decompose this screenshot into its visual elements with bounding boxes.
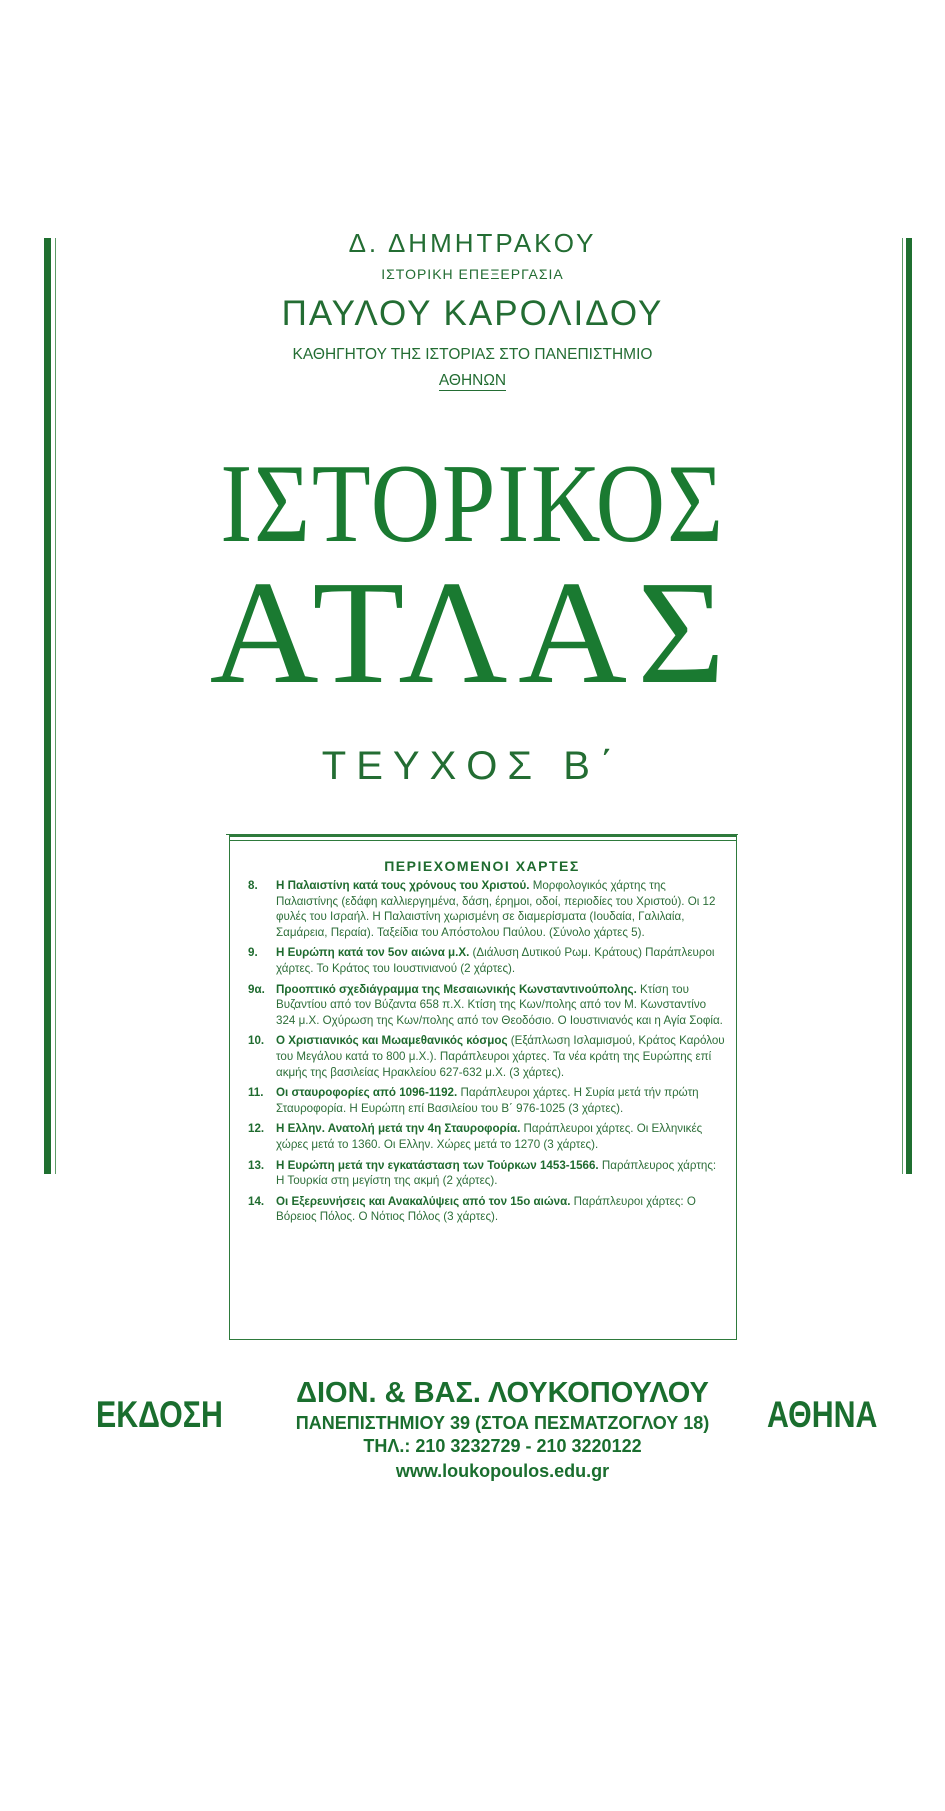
contents-entry (248, 982, 726, 1029)
contents-entry (248, 878, 726, 940)
publisher-name: ΔΙΟΝ. & ΒΑΣ. ΛΟΥΚΟΠΟΥΛΟΥ (296, 1377, 709, 1409)
author-name: Δ. ΔΗΜΗΤΡΑΚΟΥ (348, 228, 597, 258)
entry-heading: Προοπτικό σχεδιάγραμμα της Μεσαιωνικής Κωνσταντινούπολης. (276, 982, 637, 996)
entry-description: Παράπλευροι χάρτες. Η Συρία μετά τήν πρώτη Σταυροφορία. Η Ευρώπη επί Βασιλείου του Β΄ 976-1025 (3 χάρτες). (276, 1086, 699, 1115)
entry-heading: Η Παλαιστίνη κατά τους χρόνους του Χριστού. (276, 879, 530, 892)
entry-description: (Διάλυση Δυτικού Ρωμ. Κράτους) Παράπλευροι χάρτες. Το Κράτος του Ιουστινιανού (2 χάρτες). (276, 946, 715, 975)
entry-heading: Η Ευρώπη μετά την εγκατάσταση των Τούρκων 1453-1566. (276, 1158, 599, 1172)
entry-number: 11. (248, 1086, 264, 1100)
entry-number: 9. (248, 946, 258, 960)
entry-description: Μορφολογικός χάρτης της Παλαιστίνης (εδάφη καλλιεργημένα, δάση, έρημοι, οδοί, περιοδίες του Χριστού). Οι 12 φυλές του Ισραήλ. Η Παλαιστίνη χωρισμένη σε διαμερίσματα (Ιουδαία, Γαλιλαία, Σαμάρεια, Περαία). Ταξείδια του Απόστολου Παύλου. (Σύνολο χάρτες 5). (276, 879, 716, 939)
title-line-2: ΑΤΛΑΣ (209, 551, 736, 715)
contents-entry (248, 1158, 726, 1189)
entry-number: 10. (248, 1034, 265, 1048)
entry-description: Παράπλευρος χάρτης: Η Τουρκία στη μεγίστη της ακμή (2 χάρτες). (276, 1158, 717, 1188)
publisher-phone: ΤΗΛ.: 210 3232729 - 210 3220122 (363, 1436, 642, 1456)
contents-entry (248, 1194, 726, 1225)
edit-label: ΙΣΤΟΡΙΚΗ ΕΠΕΞΕΡΓΑΣΙΑ (381, 266, 564, 282)
contents-entry (248, 945, 726, 976)
publisher-website: www.loukopoulos.edu.gr (395, 1461, 610, 1481)
entry-heading: Η Ελλην. Ανατολή μετά την 4η Σταυροφορία. (276, 1122, 521, 1136)
publisher-city: ΑΘΗΝΑ (767, 1394, 878, 1435)
contents-entry (248, 1085, 726, 1116)
entry-number: 12. (248, 1122, 265, 1136)
volume-label: ΤΕΥΧΟΣ Β΄ (321, 744, 624, 788)
entry-description: Κτίση του Βυζαντίου από τον Βύζαντα 658 π.Χ. Κτίση της Κων/πολης από τον Μ. Κωνσταντίνο 324 μ.Χ. Οχύρωση της Κων/πολης από τον Θεοδόσιο. Ο Ιουστινιανός και η Αγία Σοφία. (276, 982, 723, 1027)
title-line-1: ΙΣΤΟΡΙΚΟΣ (220, 442, 725, 566)
editor-title: ΚΑΘΗΓΗΤΟΥ ΤΗΣ ΙΣΤΟΡΙΑΣ ΣΤΟ ΠΑΝΕΠΙΣΤΗΜΙΟ (292, 346, 653, 363)
university-name (0, 372, 945, 390)
publisher-label: ΕΚΔΟΣΗ (96, 1394, 223, 1435)
university-label: ΑΘΗΝΩΝ (438, 372, 507, 389)
editor-name: ΠΑΥΛΟΥ ΚΑΡΟΛΙΔΟΥ (281, 294, 664, 333)
entry-heading: Η Ευρώπη κατά τον 5ον αιώνα μ.Χ. (276, 946, 470, 960)
entry-heading: Ο Χριστιανικός και Μωαμεθανικός κόσμος (276, 1034, 508, 1048)
contents-list (248, 878, 726, 1230)
entry-number: 14. (248, 1194, 265, 1208)
contents-box-top-rule (226, 834, 738, 835)
entry-heading: Οι Εξερευνήσεις και Ανακαλύψεις από τον 15ο αιώνα. (276, 1194, 571, 1208)
entry-description: (Εξάπλωση Ισλαμισμού, Κράτος Καρόλου του Μεγάλου κατά το 800 μ.Χ.). Παράπλευροι χάρτες. Τα νέα κράτη της Ευρώπης επί ακμής της βασιλείας Ηρακλείου 627-632 μ.Χ. (3 χάρτες). (276, 1034, 725, 1079)
entry-number: 13. (248, 1158, 265, 1172)
contents-entry (248, 1033, 726, 1080)
entry-description: Παράπλευροι χάρτες: Ο Βόρειος Πόλος. Ο Νότιος Πόλος (3 χάρτες). (276, 1194, 696, 1224)
entry-heading: Οι σταυροφορίες από 1096-1192. (276, 1086, 458, 1100)
contents-entry (248, 1121, 726, 1152)
contents-heading: ΠΕΡΙΕΧΟΜΕΝΟΙ ΧΑΡΤΕΣ (384, 858, 580, 874)
entry-description: Παράπλευροι χάρτες. Οι Ελληνικές χώρες μετά το 1360. Οι Ελλην. Χώρες μετά το 1270 (3 χάρτες). (276, 1122, 703, 1151)
publisher-address: ΠΑΝΕΠΙΣΤΗΜΙΟΥ 39 (ΣΤΟΑ ΠΕΣΜΑΤΖΟΓΛΟΥ 18) (295, 1413, 710, 1433)
entry-number: 9α. (248, 982, 265, 996)
entry-number: 8. (248, 879, 258, 892)
